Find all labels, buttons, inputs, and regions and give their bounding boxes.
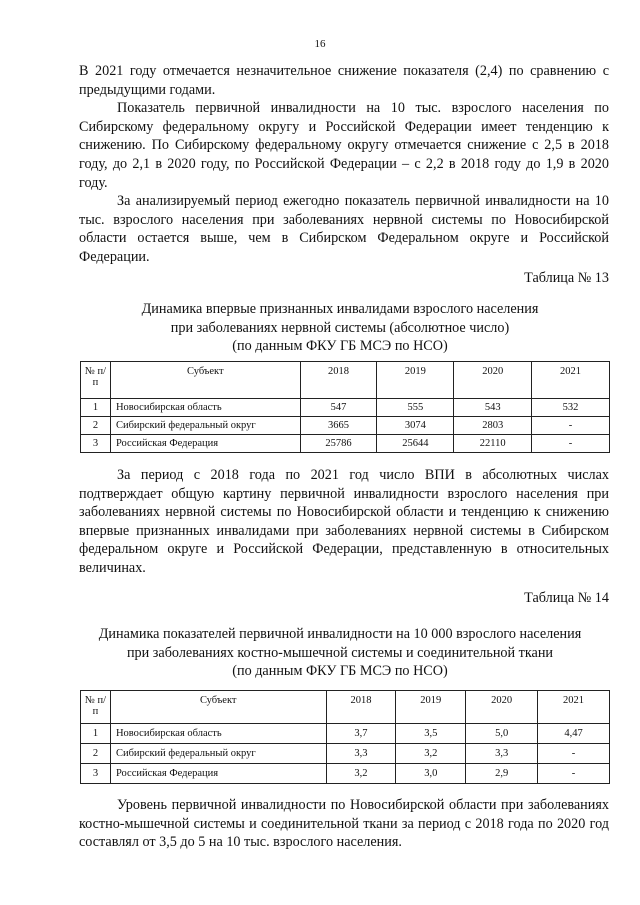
row-2019: 3,2 [396,744,466,764]
paragraph-4: За период с 2018 года по 2021 год число ВПИ в абсолютных числах подтверждает общую картину первичной инвалидности взрослого населения при заболеваниях нервной системы по Новосибирской области и тенденцию к снижению впервые признанных инвалидами при заболеваниях нервной системы в Сибирском федеральном округе и Российской Федерации, представленную в относительных величинах. [79,467,609,576]
row-2021: - [538,764,610,784]
table-13-label: Таблица № 13 [524,270,609,286]
table-row [81,417,610,435]
table-13-title [40,300,640,356]
table-14-header-row [81,691,610,724]
row-2020: 3,3 [466,744,538,764]
row-2018: 25786 [300,435,377,453]
row-2019: 3,0 [396,764,466,784]
table-13-title-line-3: (по данным ФКУ ГБ МСЭ по НСО) [232,338,448,355]
row-subject: Новосибирская область [110,399,300,417]
row-2020: 5,0 [466,724,538,744]
table-13-header-2018: 2018 [300,362,377,399]
table-13-header-row [81,362,610,399]
table-14-header-2018: 2018 [326,691,396,724]
table-14-label: Таблица № 14 [524,590,609,606]
row-subject: Российская Федерация [110,435,300,453]
row-num: 3 [81,435,111,453]
table-13-header-num: № п/п [81,362,111,399]
row-subject: Сибирский федеральный округ [110,744,326,764]
table-14-header-2020: 2020 [466,691,538,724]
row-2020: 543 [454,399,532,417]
closing-text [79,796,609,852]
row-subject: Новосибирская область [110,724,326,744]
row-2018: 3,7 [326,724,396,744]
row-2018: 3665 [300,417,377,435]
paragraph-5: Уровень первичной инвалидности по Новосибирской области при заболеваниях костно-мышечной системы и соединительной ткани за период с 2018 года по 2020 год составлял от 3,5 до 5 на 10 тыс. взрослого населения. [79,797,609,851]
row-num: 1 [81,724,111,744]
middle-text [79,466,609,578]
table-14-header-subject: Субъект [110,691,326,724]
table-13-header-2021: 2021 [532,362,610,399]
row-2019: 3074 [377,417,454,435]
row-num: 3 [81,764,111,784]
intro-text [79,62,609,267]
row-2020: 2,9 [466,764,538,784]
table-13-header-2020: 2020 [454,362,532,399]
table-14-header-2019: 2019 [396,691,466,724]
table-row [81,399,610,417]
table-row [81,744,610,764]
row-2018: 3,2 [326,764,396,784]
row-num: 1 [81,399,111,417]
row-2018: 547 [300,399,377,417]
table-13-header-2019: 2019 [377,362,454,399]
paragraph-3: За анализируемый период ежегодно показатель первичной инвалидности на 10 тыс. взрослого населения при заболеваниях нервной системы по Новосибирской области остается выше, чем в Сибирском Федеральном округе и Российской Федерации. [79,193,609,265]
row-2021: - [532,417,610,435]
row-2019: 555 [377,399,454,417]
table-14-header-num: № п/п [81,691,111,724]
row-2021: - [532,435,610,453]
table-13-title-line-1: Динамика впервые признанных инвалидами взрослого населения [141,301,539,317]
row-num: 2 [81,744,111,764]
table-13-header-subject: Субъект [110,362,300,399]
table-row [81,435,610,453]
table-row [81,724,610,744]
table-14-title [40,625,640,681]
row-2021: - [538,744,610,764]
paragraph-2: Показатель первичной инвалидности на 10 тыс. взрослого населения по Сибирскому федеральному округу и Российской Федерации имеет тенденцию к снижению. По Сибирскому федеральному округу отмечается снижение с 2,5 в 2018 году, до 2,1 в 2020 году, по Российской Федерации – с 2,2 в 2018 году до 1,9 в 2020 году. [79,100,609,191]
table-14-header-2021: 2021 [538,691,610,724]
row-2021: 532 [532,399,610,417]
row-2020: 22110 [454,435,532,453]
table-14 [80,690,610,784]
row-2021: 4,47 [538,724,610,744]
paragraph-1: В 2021 году отмечается незначительное снижение показателя (2,4) по сравнению с предыдущими годами. [79,63,609,98]
row-2019: 25644 [377,435,454,453]
table-14-title-line-3: (по данным ФКУ ГБ МСЭ по НСО) [232,663,448,680]
table-row [81,764,610,784]
row-num: 2 [81,417,111,435]
row-2020: 2803 [454,417,532,435]
row-subject: Российская Федерация [110,764,326,784]
row-2019: 3,5 [396,724,466,744]
row-subject: Сибирский федеральный округ [110,417,300,435]
table-14-title-line-2: при заболеваниях костно-мышечной системы и соединительной ткани [126,644,554,661]
table-13 [80,361,610,453]
page-number: 16 [314,38,326,50]
row-2018: 3,3 [326,744,396,764]
table-13-title-line-2: при заболеваниях нервной системы (абсолютное число) [170,319,510,336]
table-14-title-line-1: Динамика показателей первичной инвалидности на 10 000 взрослого населения [98,626,582,642]
